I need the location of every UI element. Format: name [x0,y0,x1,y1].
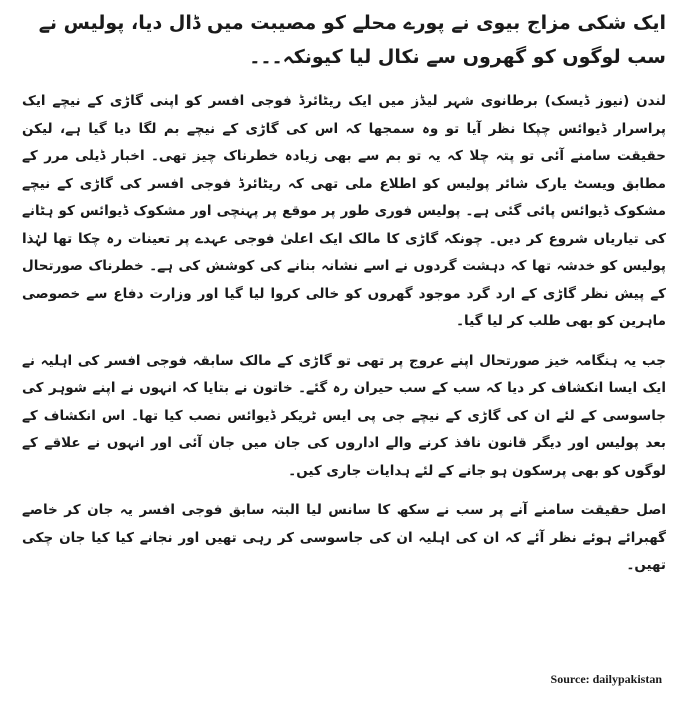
article-paragraph-3: اصل حقیقت سامنے آنے پر سب نے سکھ کا سانس لیا البتہ سابق فوجی افسر یہ جان کر خاصے گھبرائے ہوئے نظر آئے کہ ان کی اہلیہ ان کی جاسوسی کر رہی تھیں اور نجانے کیا کیا جان چکی تھیں۔ [22,502,666,573]
article-paragraph-1: لندن (نیوز ڈیسک) برطانوی شہر لیڈز میں ایک ریٹائرڈ فوجی افسر کو اپنی گاڑی کے نیچے ایک پراسرار ڈیوائس چپکا نظر آیا تو وہ سمجھا کہ اس کی گاڑی کے نیچے بم لگا دیا گیا ہے، لیکن حقیقت سامنے آئی تو پتہ چلا کہ یہ تو بم سے بھی زیادہ خطرناک چیز تھی۔ اخبار ڈیلی مرر کے مطابق ویسٹ یارک شائر پولیس کو اطلاع ملی تھی کہ ریٹائرڈ فوجی افسر کی گاڑی کے نیچے مشکوک ڈیوائس پائی گئی ہے۔ پولیس فوری طور پر موقع پر پہنچی اور مشکوک ڈیوائس کو ہٹانے کی تیاریاں شروع کر دیں۔ چونکہ گاڑی کا مالک ایک اعلیٰ فوجی عہدے پر تعینات رہ چکا تھا لہٰذا پولیس کو خدشہ تھا کہ دہشت گردوں نے اسے نشانہ بنانے کی کوشش کی ہے۔ خطرناک صورتحال کے پیش نظر گاڑی کے ارد گرد موجود گھروں کو خالی کروا لیا گیا اور وزارت دفاع سے خصوصی ماہرین کو بھی طلب کر لیا گیا۔ [22,93,666,329]
article [22,6,666,592]
article-headline: ایک شکی مزاج بیوی نے پورے محلے کو مصیبت میں ڈال دیا، پولیس نے سب لوگوں کو گھروں سے نکال لیا کیونکہ۔۔۔ [38,12,666,68]
source-credit: Source: dailypakistan [550,672,662,686]
article-paragraph-2: جب یہ ہنگامہ خیز صورتحال اپنے عروج پر تھی تو گاڑی کے مالک سابقہ فوجی افسر کی اہلیہ نے ایک ایسا انکشاف کر دیا کہ سب کے سب حیران رہ گئے۔ خاتون نے بتایا کہ انہوں نے اپنے شوہر کی جاسوسی کے لئے ان کی گاڑی کے نیچے جی پی ایس ٹریکر ڈیوائس نصب کیا تھا۔ اس انکشاف کے بعد پولیس اور دیگر قانون نافذ کرنے والے اداروں کی جان میں جان آئی اور انہوں نے علاقے کے لوگوں کو بھی پرسکون ہو جانے کے لئے ہدایات جاری کیں۔ [22,352,666,479]
